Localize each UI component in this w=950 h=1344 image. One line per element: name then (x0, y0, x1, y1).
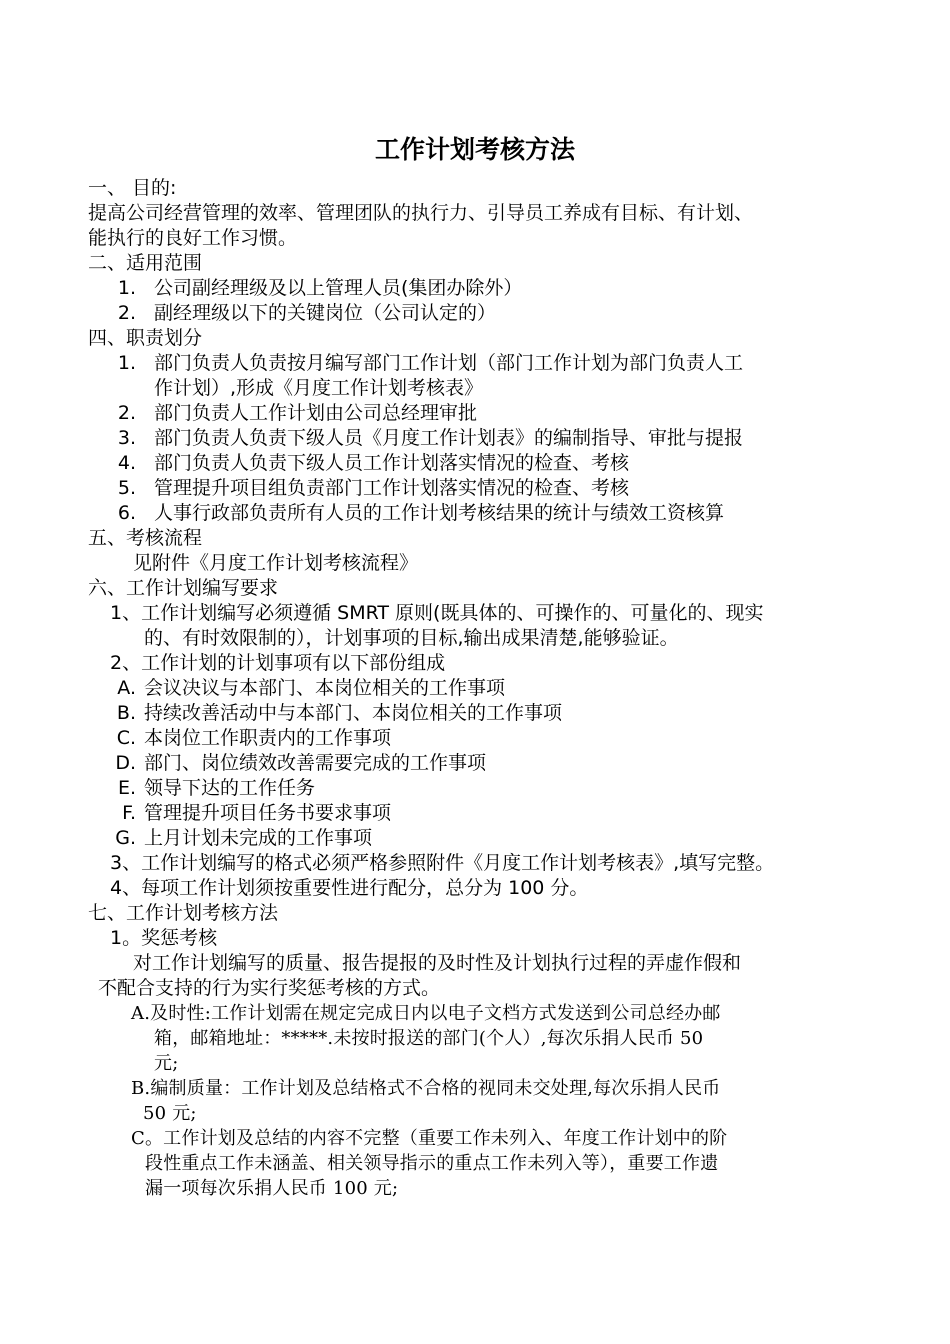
letter-text: 持续改善活动中与本部门、本岗位相关的工作事项 (144, 702, 563, 724)
letter-text: 部门、岗位绩效改善需要完成的工作事项 (144, 752, 487, 774)
list-number: 3. (117, 427, 136, 449)
list-text: 人事行政部负责所有人员的工作计划考核结果的统计与绩效工资核算 (154, 502, 725, 524)
letter-label: D. (115, 752, 136, 774)
section-heading-scope: 二、适用范围 (88, 252, 203, 274)
clause-b-line: 50 元; (143, 1103, 197, 1124)
clause-c-line: 漏一项每次乐捐人民币 100 元; (145, 1178, 399, 1199)
letter-text: 领导下达的工作任务 (144, 777, 316, 799)
list-text: 部门负责人负责下级人员工作计划落实情况的检查、考核 (154, 452, 630, 474)
clause-b-line: B.编制质量：工作计划及总结格式不合格的视同未交处理,每次乐捐人民币 (131, 1078, 721, 1099)
list-number: 6. (117, 502, 136, 524)
subsection-heading: 1。奖惩考核 (110, 927, 218, 949)
letter-text: 会议决议与本部门、本岗位相关的工作事项 (144, 677, 506, 699)
list-text: 管理提升项目组负责部门工作计划落实情况的检查、考核 (154, 477, 630, 499)
list-number: 4. (117, 452, 136, 474)
section-heading-responsibilities: 四、职责划分 (88, 327, 203, 349)
list-text: 公司副经理级及以上管理人员(集团办除外） (154, 277, 523, 299)
clause-a-line: 元; (154, 1053, 179, 1074)
section-heading-purpose: 一、 目的: (88, 177, 177, 199)
requirement-item: 1、工作计划编写必须遵循 SMRT 原则(既具体的、可操作的、可量化的、现实 (110, 602, 764, 624)
letter-label: A. (117, 677, 136, 699)
requirement-item: 2、工作计划的计划事项有以下部份组成 (110, 652, 446, 674)
list-text-continuation: 作计划）,形成《月度工作计划考核表》 (154, 377, 484, 399)
section-heading-process: 五、考核流程 (88, 527, 203, 549)
paragraph-line: 见附件《月度工作计划考核流程》 (133, 552, 419, 574)
letter-label: F. (122, 802, 136, 824)
letter-label: E. (117, 777, 136, 799)
requirement-continuation: 的、有时效限制的），计划事项的目标,输出成果清楚,能够验证。 (144, 627, 679, 649)
section-heading-requirements: 六、工作计划编写要求 (88, 577, 279, 599)
letter-label: C. (116, 727, 136, 749)
list-text: 部门负责人工作计划由公司总经理审批 (154, 402, 478, 424)
list-number: 1. (117, 277, 136, 299)
list-text: 副经理级以下的关键岗位（公司认定的） (154, 302, 497, 324)
paragraph-line: 能执行的良好工作习惯。 (88, 227, 298, 249)
paragraph-line: 提高公司经营管理的效率、管理团队的执行力、引导员工养成有目标、有计划、 (88, 202, 754, 224)
letter-text: 管理提升项目任务书要求事项 (144, 802, 392, 824)
list-number: 5. (117, 477, 136, 499)
paragraph-line: 不配合支持的行为实行奖惩考核的方式。 (98, 977, 441, 999)
list-number: 1. (117, 352, 136, 374)
clause-c-line: C。工作计划及总结的内容不完整（重要工作未列入、年度工作计划中的阶 (131, 1128, 728, 1149)
document-title: 工作计划考核方法 (374, 135, 575, 164)
letter-text: 本岗位工作职责内的工作事项 (144, 727, 392, 749)
list-number: 2. (117, 302, 136, 324)
section-heading-assessment: 七、工作计划考核方法 (88, 902, 279, 924)
requirement-item: 4、每项工作计划须按重要性进行配分，总分为 100 分。 (110, 877, 589, 899)
letter-label: B. (116, 702, 136, 724)
list-text: 部门负责人负责按月编写部门工作计划（部门工作计划为部门负责人工 (154, 352, 744, 374)
paragraph-line: 对工作计划编写的质量、报告提报的及时性及计划执行过程的弄虚作假和 (133, 952, 742, 974)
requirement-item: 3、工作计划编写的格式必须严格参照附件《月度工作计划考核表》,填写完整。 (110, 852, 775, 874)
clause-a-line: 箱，邮箱地址：*****.未按时报送的部门(个人）,每次乐捐人民币 50 (154, 1028, 704, 1049)
clause-a-line: A.及时性:工作计划需在规定完成日内以电子文档方式发送到公司总经办邮 (131, 1003, 721, 1024)
list-number: 2. (117, 402, 136, 424)
letter-text: 上月计划未完成的工作事项 (144, 827, 373, 849)
list-text: 部门负责人负责下级人员《月度工作计划表》的编制指导、审批与提报 (154, 427, 744, 449)
letter-label: G. (115, 827, 136, 849)
clause-c-line: 段性重点工作未涵盖、相关领导指示的重点工作未列入等），重要工作遗 (145, 1153, 719, 1174)
